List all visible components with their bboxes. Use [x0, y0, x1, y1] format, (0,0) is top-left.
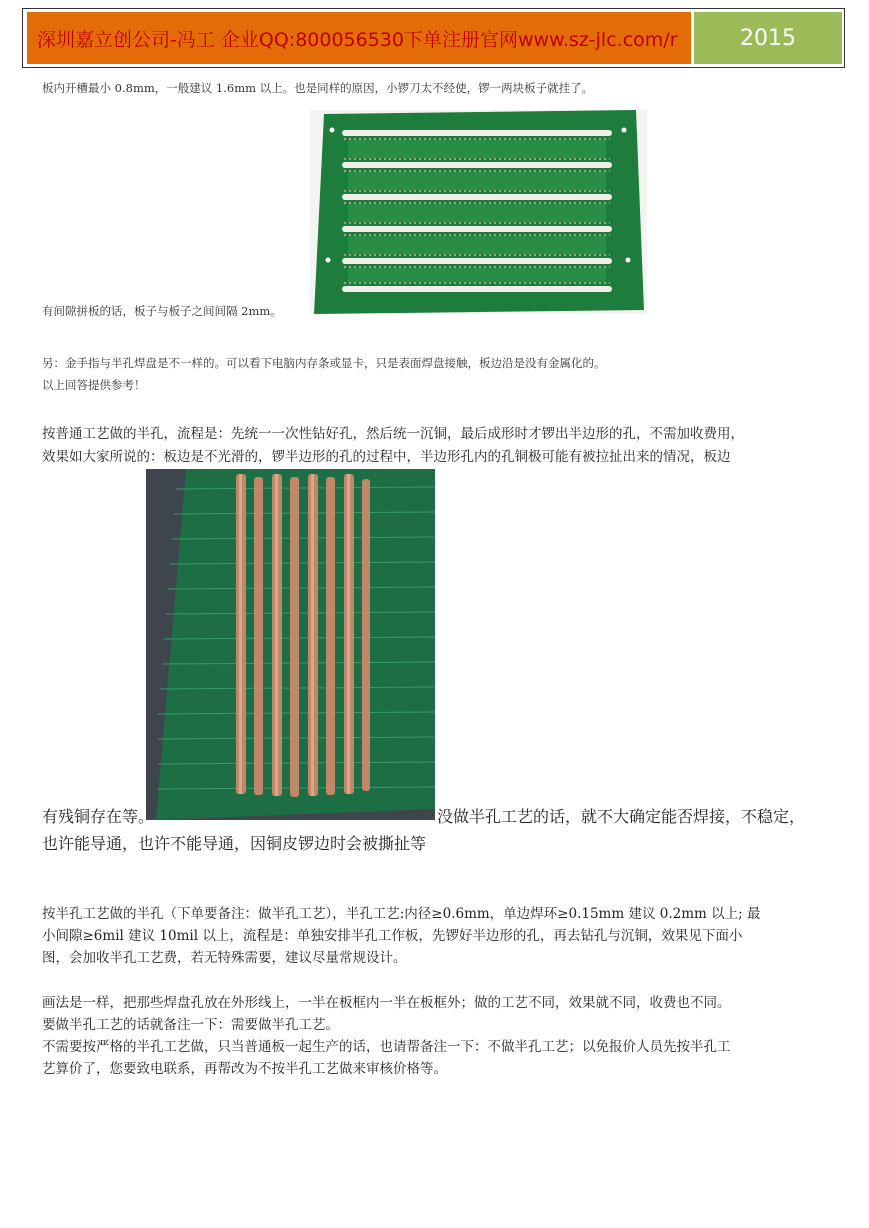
paragraph-no-halfhole-process: 没做半孔工艺的话，就不大确定能否焊接，不稳定，	[437, 807, 806, 826]
paragraph-halfhole-process-line1: 按半孔工艺做的半孔（下单要备注：做半孔工艺），半孔工艺:内径≥0.6mm，单边焊环≥0.15mm 建议 0.2mm 以上; 最	[42, 906, 761, 922]
paragraph-drawing-method-line1: 画法是一样，把那些焊盘孔放在外形线上，一半在板框内一半在板框外；做的工艺不同，效果就不同，收费也不同。	[42, 995, 731, 1011]
paragraph-normal-process-line1: 按普通工艺做的半孔，流程是：先统一一次性钻好孔，然后统一沉铜，最后成形时才锣出半边形的孔，不需加收费用，	[42, 426, 744, 442]
paragraph-gold-finger-note: 另：金手指与半孔焊盘是不一样的。可以看下电脑内存条或显卡，只是表面焊盘接触，板边沿是没有金属化的。	[42, 356, 606, 370]
page-header	[22, 8, 845, 68]
header-company-banner: 深圳嘉立创公司-冯工 企业QQ:800056530下单注册官网www.sz-jlc.com/r	[27, 12, 691, 64]
paragraph-drawing-method-line2: 要做半孔工艺的话就备注一下：需要做半孔工艺。	[42, 1017, 339, 1033]
paragraph-reference-note: 以上回答提供参考！	[42, 378, 146, 392]
paragraph-residual-copper-prefix: 有残铜存在等。	[42, 807, 155, 826]
paragraph-panel-gap: 有间隙拼板的话，板子与板子之间间隔 2mm。	[42, 304, 282, 318]
paragraph-normal-process-line2: 效果如大家所说的：板边是不光滑的，锣半边形的孔的过程中，半边形孔内的孔铜极可能有被拉扯出来的情况，板边	[42, 449, 731, 465]
paragraph-halfhole-process-line2: 小间隙≥6mil 建议 10mil 以上，流程是：单独安排半孔工作板，先锣好半边形的孔，再去钻孔与沉铜，效果见下面小	[42, 928, 743, 944]
paragraph-halfhole-process-line3: 图，会加收半孔工艺费，若无特殊需要，建议尽量常规设计。	[42, 950, 407, 966]
pcb-panel-image	[310, 110, 647, 314]
rough-edge-stack-image	[146, 469, 435, 820]
paragraph-no-halfhole-process-line2: 也许能导通，也许不能导通，因铜皮锣边时会被撕扯等	[42, 834, 427, 853]
paragraph-no-halfhole-note-line1: 不需要按严格的半孔工艺做，只当普通板一起生产的话，也请帮备注一下：不做半孔工艺；以免报价人员先按半孔工	[42, 1039, 731, 1055]
header-year: 2015	[694, 12, 842, 64]
rough-edge-stack-photo	[146, 469, 435, 820]
paragraph-no-halfhole-note-line2: 艺算价了，您要致电联系，再帮改为不按半孔工艺做来审核价格等。	[42, 1061, 447, 1077]
paragraph-slot-note: 板内开槽最小 0.8mm，一般建议 1.6mm 以上。也是同样的原因，小锣刀太不经使，锣一两块板子就挂了。	[42, 81, 594, 95]
pcb-panel-photo	[310, 110, 647, 314]
